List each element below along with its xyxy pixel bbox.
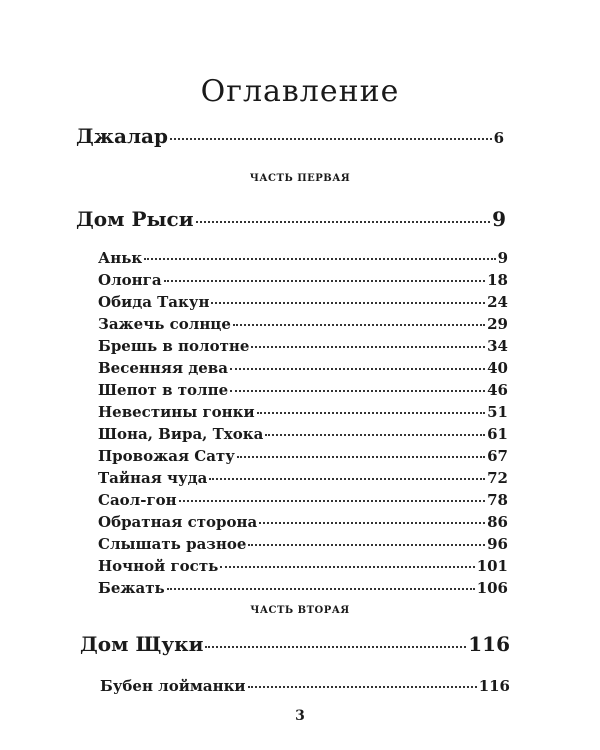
dot-leader — [196, 221, 491, 223]
dot-leader — [265, 434, 485, 436]
dot-leader — [167, 588, 475, 590]
toc-entry-page: 72 — [487, 469, 508, 487]
toc-entry-page: 34 — [487, 337, 508, 355]
toc-entry-label: Весенняя дева — [98, 359, 228, 377]
toc-chapter[interactable] — [98, 491, 508, 509]
toc-entry-page: 116 — [468, 632, 510, 656]
toc-chapter[interactable] — [98, 271, 508, 289]
toc-entry-page: 61 — [487, 425, 508, 443]
part-two-heading: ЧАСТЬ ВТОРАЯ — [250, 605, 350, 616]
toc-entry-label: Зажечь солнце — [98, 315, 231, 333]
dot-leader — [144, 258, 495, 260]
part-one-heading: ЧАСТЬ ПЕРВАЯ — [249, 173, 351, 184]
toc-chapter[interactable] — [98, 579, 508, 597]
toc-entry-page: 96 — [487, 535, 508, 553]
dot-leader — [251, 346, 485, 348]
dot-leader — [211, 302, 485, 304]
toc-entry-page: 6 — [493, 129, 504, 147]
dot-leader — [164, 280, 486, 282]
toc-chapter[interactable] — [98, 293, 508, 311]
toc-entry-page: 101 — [476, 557, 508, 575]
toc-chapter[interactable] — [98, 469, 508, 487]
dot-leader — [230, 368, 485, 370]
toc-entry-label: Аньк — [98, 249, 143, 267]
toc-entry-label: Слышать разное — [98, 535, 247, 553]
toc-entry-label: Дом Щуки — [80, 632, 204, 656]
toc-entry-page: 86 — [487, 513, 508, 531]
toc-entry-label: Шепот в толпе — [98, 381, 229, 399]
toc-entry-label: Шона, Вира, Тхока — [98, 425, 264, 443]
toc-entry-label: Обида Такун — [98, 293, 210, 311]
toc-chapter[interactable] — [98, 381, 508, 399]
toc-entry-label: Саол-гон — [98, 491, 177, 509]
toc-chapter[interactable] — [100, 677, 510, 695]
toc-entry-page: 9 — [492, 207, 506, 231]
dot-leader — [259, 522, 485, 524]
dot-leader — [248, 686, 477, 688]
toc-entry-page: 9 — [497, 249, 508, 267]
toc-chapter[interactable] — [98, 249, 508, 267]
toc-entry-prologue[interactable] — [76, 124, 504, 148]
toc-entry-page: 106 — [476, 579, 508, 597]
toc-entry-label: Бубен лойманки — [100, 677, 246, 695]
dot-leader — [170, 138, 492, 140]
toc-entry-label: Обратная сторона — [98, 513, 258, 531]
toc-chapter[interactable] — [98, 359, 508, 377]
dot-leader — [237, 456, 485, 458]
toc-entry-label: Невестины гонки — [98, 403, 255, 421]
dot-leader — [230, 390, 485, 392]
toc-entry-page: 18 — [487, 271, 508, 289]
page-title: Оглавление — [200, 74, 400, 110]
toc-entry-label: Ночной гость — [98, 557, 219, 575]
toc-entry-page: 116 — [478, 677, 510, 695]
dot-leader — [233, 324, 485, 326]
toc-chapter[interactable] — [98, 513, 508, 531]
toc-entry-page: 51 — [487, 403, 508, 421]
toc-entry-label: Тайная чуда — [98, 469, 208, 487]
toc-entry-page: 40 — [487, 359, 508, 377]
toc-entry-label: Олонга — [98, 271, 162, 289]
toc-entry-page: 29 — [487, 315, 508, 333]
toc-chapter[interactable] — [98, 557, 508, 575]
toc-entry-label: Провожая Сату — [98, 447, 235, 465]
dot-leader — [220, 566, 474, 568]
toc-entry-page: 24 — [487, 293, 508, 311]
toc-entry-label: Дом Рыси — [76, 207, 194, 231]
toc-entry-page: 78 — [487, 491, 508, 509]
toc-chapter[interactable] — [98, 447, 508, 465]
dot-leader — [257, 412, 486, 414]
toc-chapter[interactable] — [98, 425, 508, 443]
toc-entry-page: 46 — [487, 381, 508, 399]
toc-entry-label: Брешь в полотне — [98, 337, 250, 355]
toc-entry-label: Джалар — [76, 124, 168, 148]
page-number: 3 — [295, 708, 305, 724]
toc-section-part-two[interactable] — [80, 632, 510, 656]
dot-leader — [248, 544, 485, 546]
toc-chapter[interactable] — [98, 315, 508, 333]
toc-section-part-one[interactable] — [76, 207, 506, 231]
dot-leader — [209, 478, 485, 480]
dot-leader — [179, 500, 485, 502]
toc-chapter[interactable] — [98, 403, 508, 421]
toc-entry-label: Бежать — [98, 579, 165, 597]
toc-chapter[interactable] — [98, 535, 508, 553]
toc-entry-page: 67 — [487, 447, 508, 465]
toc-chapter[interactable] — [98, 337, 508, 355]
dot-leader — [205, 646, 466, 648]
